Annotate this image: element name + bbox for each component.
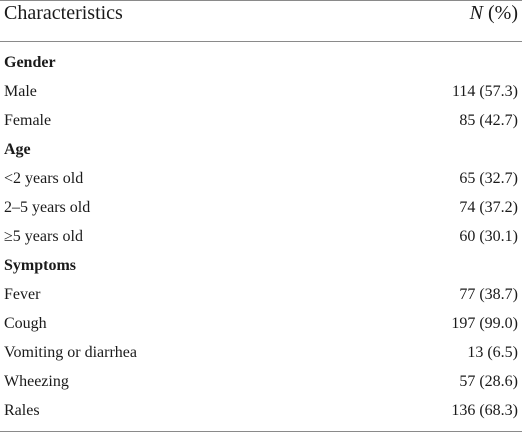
row-value: 77 (38.7): [459, 286, 518, 303]
row-value: 85 (42.7): [459, 112, 518, 129]
table-row-female: [0, 107, 522, 135]
row-label: Female: [4, 112, 52, 129]
row-value: 197 (99.0): [451, 315, 518, 332]
table-header-row: [0, 0, 522, 41]
section-label: Age: [4, 141, 31, 158]
header-n: N: [469, 2, 484, 24]
row-value: 13 (6.5): [467, 344, 518, 361]
row-label: <2 years old: [4, 170, 84, 187]
header-percent: (%): [483, 2, 518, 24]
header-characteristics: Characteristics: [4, 2, 123, 24]
table-row-2-to-5: [0, 194, 522, 222]
row-label: Fever: [4, 286, 41, 303]
row-value: 60 (30.1): [459, 228, 518, 245]
row-label: Vomiting or diarrhea: [4, 344, 138, 361]
row-label: Cough: [4, 315, 47, 332]
row-value: 65 (32.7): [459, 170, 518, 187]
row-value: 57 (28.6): [459, 373, 518, 390]
table-row-wheezing: [0, 368, 522, 396]
row-label: ≥5 years old: [4, 228, 83, 245]
header-rule: [0, 41, 522, 42]
bottom-rule: [0, 431, 522, 432]
section-row-gender: [0, 49, 522, 77]
table-row-vomiting-diarrhea: [0, 339, 522, 367]
section-row-age: [0, 136, 522, 164]
section-row-symptoms: [0, 252, 522, 280]
row-value: 114 (57.3): [451, 83, 518, 100]
row-label: Wheezing: [4, 373, 69, 390]
table-row-cough: [0, 310, 522, 338]
header-n-percent: [470, 0, 518, 26]
row-value: 74 (37.2): [459, 199, 518, 216]
table-row-fever: [0, 281, 522, 309]
row-value: 136 (68.3): [451, 402, 518, 419]
table-row-under-2: [0, 165, 522, 193]
table-row-5-plus: [0, 223, 522, 251]
section-label: Gender: [4, 54, 56, 71]
section-label: Symptoms: [4, 257, 77, 274]
row-label: Male: [4, 83, 37, 100]
table-row-male: [0, 78, 522, 106]
row-label: 2–5 years old: [4, 199, 91, 216]
table-row-rales: [0, 397, 522, 425]
row-label: Rales: [4, 402, 40, 419]
